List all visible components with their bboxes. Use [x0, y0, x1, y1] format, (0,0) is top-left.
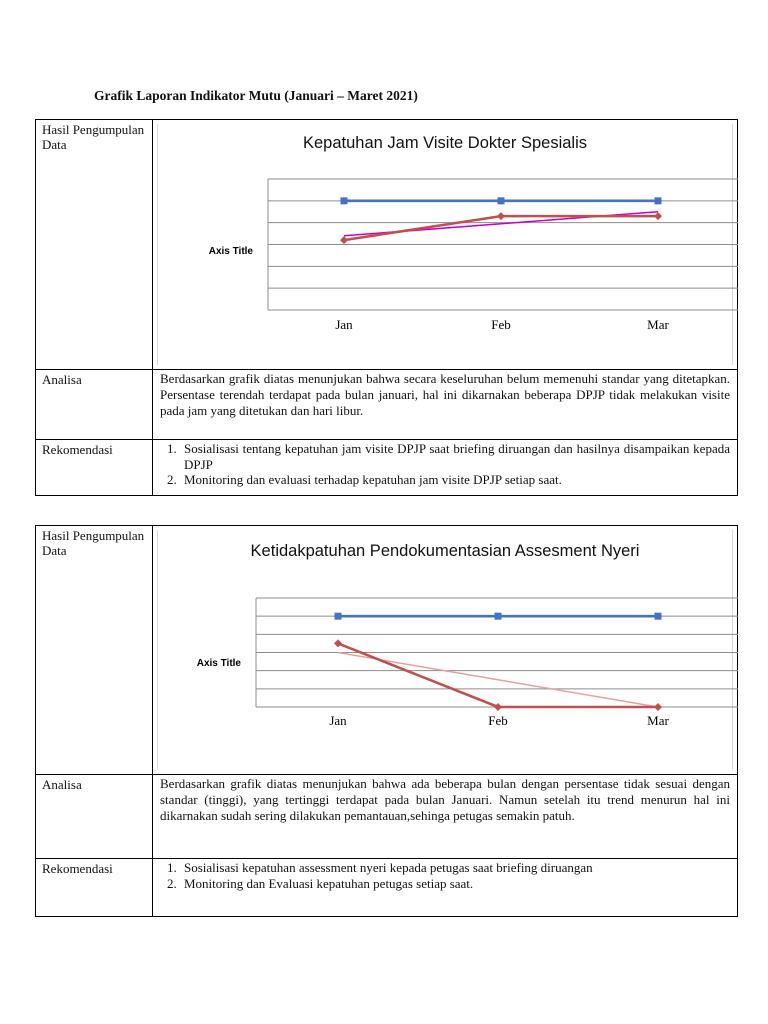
label-hasil-data: Hasil Pengumpulan Data [36, 526, 153, 775]
data-point [341, 197, 348, 204]
data-point [334, 639, 342, 647]
label-hasil-data: Hasil Pengumpulan Data [36, 120, 153, 370]
analisa-text: Berdasarkan grafik diatas menunjukan bahwa ada beberapa bulan dengan persentase tidak sesuai dengan standar (tinggi), yang tertinggi terdapat pada bulan Januari. Namun setelah itu trend menurun hal ini dikarnakan sudah sering dilakukan pemantauan,sehinga petugas semakin patuh. [153, 775, 738, 859]
label-rekomendasi: Rekomendasi [36, 859, 153, 917]
data-point [497, 212, 505, 220]
rekomendasi-list [160, 860, 730, 891]
data-point [494, 703, 502, 711]
chart-visite [157, 124, 733, 365]
label-analisa: Analisa [36, 775, 153, 859]
rekomendasi-cell [153, 440, 738, 496]
label-rekomendasi: Rekomendasi [36, 440, 153, 496]
x-tick-label: Mar [647, 713, 669, 728]
x-tick-label: Jan [335, 317, 353, 332]
report-table-visite [35, 119, 738, 496]
data-point [654, 703, 662, 711]
document-title: Grafik Laporan Indikator Mutu (Januari – Maret 2021) [94, 88, 418, 103]
data-point [498, 197, 505, 204]
x-tick-label: Mar [647, 317, 669, 332]
chart-plot-area [158, 124, 747, 366]
data-point [340, 236, 348, 244]
chart-nyeri [157, 530, 733, 770]
rekomendasi-item: 1. Sosialisasi kepatuhan assessment nyeri kepada petugas saat briefing diruangan [180, 860, 730, 876]
chart-title: Kepatuhan Jam Visite Dokter Spesialis [302, 134, 587, 152]
analisa-text: Berdasarkan grafik diatas menunjukan bahwa secara keseluruhan belum memenuhi standar yang ditetapkan. Persentase terendah terdapat pada bulan januari, hal ini dikarnakan beberapa DPJP tidak melakukan visite pada jam yang ditetukan dan hari libur. [153, 370, 738, 440]
trendline [338, 653, 658, 708]
data-point [655, 197, 662, 204]
report-table-nyeri [35, 525, 738, 917]
label-analisa: Analisa [36, 370, 153, 440]
chart-plot-area [158, 530, 747, 771]
chart-cell-nyeri [153, 526, 738, 775]
chart-cell-visite [153, 120, 738, 370]
rekomendasi-cell [153, 859, 738, 917]
data-point [654, 212, 662, 220]
x-tick-label: Feb [491, 317, 511, 332]
x-tick-label: Feb [488, 713, 508, 728]
rekomendasi-list [160, 441, 730, 488]
data-point [655, 613, 662, 620]
axis-title: Axis Title [196, 658, 241, 669]
rekomendasi-item: 1. Sosialisasi tentang kepatuhan jam visite DPJP saat briefing diruangan dan hasilnya disampaikan kepada DPJP [180, 441, 730, 472]
rekomendasi-item: 2. Monitoring dan Evaluasi kepatuhan petugas setiap saat. [180, 876, 730, 892]
data-point [335, 613, 342, 620]
rekomendasi-item: 2. Monitoring dan evaluasi terhadap kepatuhan jam visite DPJP setiap saat. [180, 472, 730, 488]
chart-title: Ketidakpatuhan Pendokumentasian Assesment Nyeri [250, 542, 640, 560]
axis-title: Axis Title [208, 246, 253, 257]
data-point [495, 613, 502, 620]
x-tick-label: Jan [329, 713, 347, 728]
